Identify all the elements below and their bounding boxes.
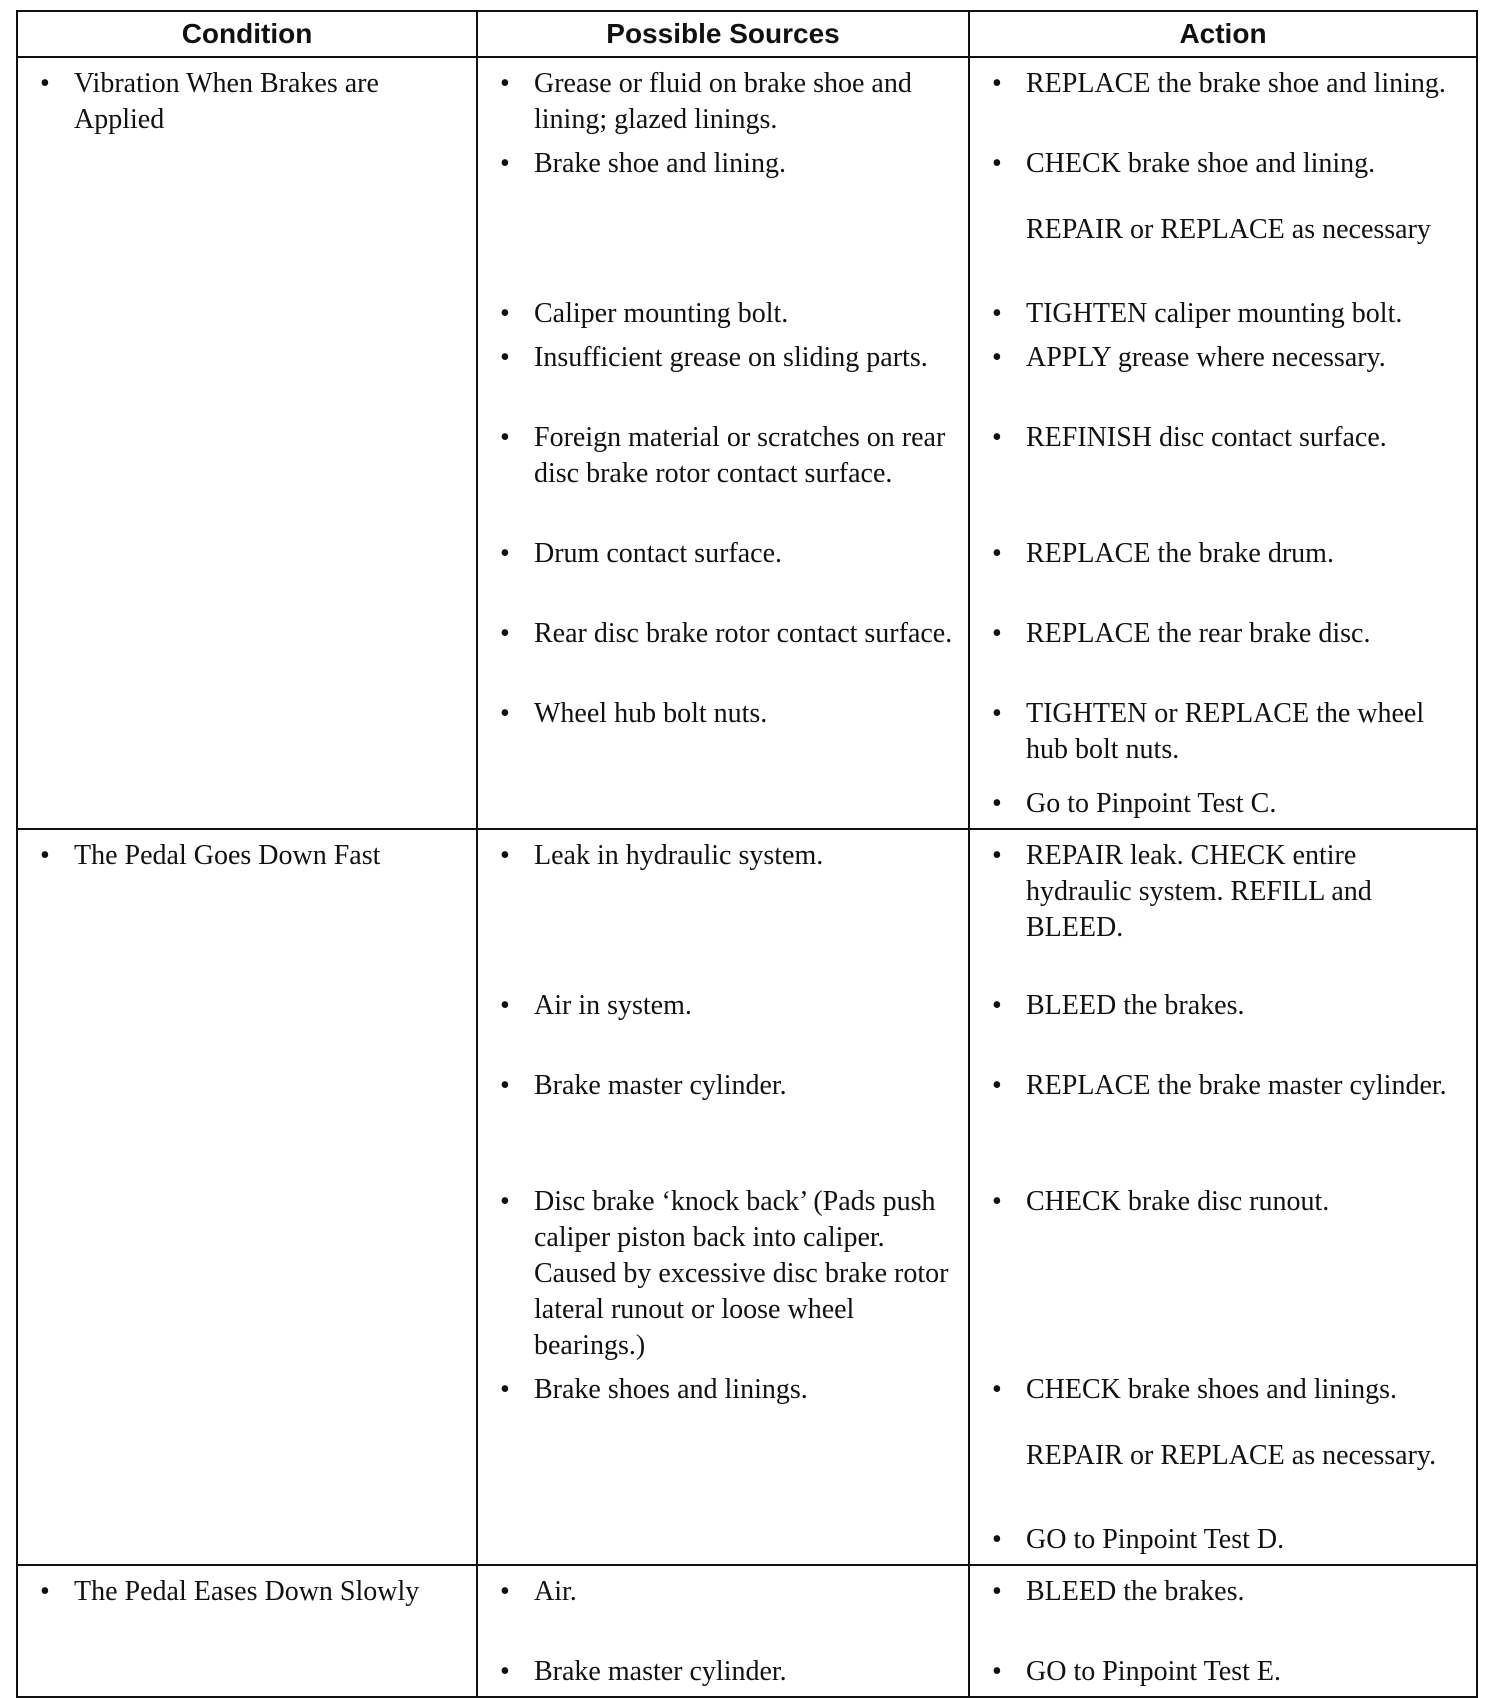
bullet-icon: • [992, 1070, 1002, 1101]
action-text: REPLACE the brake shoe and lining. [1026, 68, 1446, 99]
table-row [17, 57, 1477, 829]
source-text: Air. [534, 1576, 577, 1607]
bullet-icon: • [992, 68, 1002, 99]
condition-cell [17, 57, 477, 829]
bullet-icon: • [500, 148, 510, 179]
bullet-icon: • [992, 298, 1002, 329]
table-row [17, 829, 1477, 1565]
action-item [992, 146, 1462, 212]
source-text: Air in system. [534, 990, 692, 1021]
action-text: CHECK brake disc runout. [1026, 1186, 1330, 1217]
action-item [992, 616, 1462, 696]
action-item [992, 786, 1462, 822]
action-item [992, 988, 1462, 1068]
bullet-icon: • [500, 840, 510, 871]
condition-cell [17, 829, 477, 1565]
bullet-icon: • [992, 1374, 1002, 1405]
bullet-icon: • [992, 840, 1002, 871]
source-item [500, 146, 954, 296]
source-text: Insufficient grease on sliding parts. [534, 342, 928, 373]
bullet-icon: • [992, 788, 1002, 819]
bullet-icon: • [40, 840, 50, 871]
action-text: BLEED the brakes. [1026, 990, 1245, 1021]
bullet-icon: • [40, 68, 50, 99]
source-item [500, 536, 954, 616]
bullet-icon: • [500, 298, 510, 329]
action-text: APPLY grease where necessary. [1026, 342, 1386, 373]
action-item [992, 212, 1462, 296]
source-item [500, 1574, 954, 1654]
source-text: Brake master cylinder. [534, 1656, 787, 1687]
bullet-icon: • [500, 1186, 510, 1217]
bullet-icon: • [992, 990, 1002, 1021]
source-text: Caliper mounting bolt. [534, 298, 789, 329]
source-item [500, 420, 954, 536]
actions-cell [969, 829, 1477, 1565]
bullet-spacer [992, 212, 1026, 296]
source-text: Foreign material or scratches on rear disc brake rotor contact surface. [534, 422, 946, 489]
bullet-icon: • [500, 342, 510, 373]
action-item [992, 420, 1462, 536]
source-item [500, 1372, 954, 1416]
action-text: REPLACE the brake master cylinder. [1026, 1070, 1447, 1101]
bullet-icon: • [500, 1070, 510, 1101]
bullet-icon: • [992, 1576, 1002, 1607]
condition-text: Vibration When Brakes are Applied [74, 68, 379, 135]
bullet-icon: • [500, 1656, 510, 1687]
sources-cell [477, 57, 969, 829]
bullet-icon: • [500, 618, 510, 649]
bullet-icon: • [500, 422, 510, 453]
bullet-spacer [992, 1438, 1026, 1522]
source-text: Leak in hydraulic system. [534, 840, 824, 871]
action-item [992, 296, 1462, 340]
source-item [500, 1068, 954, 1184]
source-text: Disc brake ‘knock back’ (Pads push caliper piston back into caliper. Caused by excessive disc brake rotor lateral runout or loose wheel bearings.) [534, 1186, 949, 1361]
bullet-icon: • [992, 148, 1002, 179]
troubleshooting-table [16, 10, 1478, 1698]
bullet-icon: • [992, 1524, 1002, 1555]
header-row [17, 11, 1477, 57]
bullet-icon: • [992, 698, 1002, 729]
bullet-icon: • [992, 1186, 1002, 1217]
bullet-icon: • [992, 538, 1002, 569]
header-condition: Condition [17, 11, 477, 57]
action-item [992, 66, 1462, 146]
action-text: GO to Pinpoint Test E. [1026, 1656, 1281, 1687]
source-item [500, 1654, 954, 1690]
action-text: CHECK brake shoes and linings. [1026, 1374, 1397, 1405]
header-action: Action [969, 11, 1477, 57]
action-item [992, 696, 1462, 786]
source-text: Wheel hub bolt nuts. [534, 698, 768, 729]
bullet-icon: • [992, 342, 1002, 373]
bullet-icon: • [500, 68, 510, 99]
actions-cell [969, 57, 1477, 829]
source-text: Rear disc brake rotor contact surface. [534, 618, 953, 649]
source-item [500, 988, 954, 1068]
condition-text: The Pedal Eases Down Slowly [74, 1576, 420, 1607]
source-text: Brake master cylinder. [534, 1070, 787, 1101]
table-row [17, 1565, 1477, 1697]
header-possible-sources: Possible Sources [477, 11, 969, 57]
action-text: TIGHTEN caliper mounting bolt. [1026, 298, 1403, 329]
source-item [500, 340, 954, 420]
condition-cell [17, 1565, 477, 1697]
action-text: CHECK brake shoe and lining. [1026, 148, 1376, 179]
bullet-icon: • [40, 1576, 50, 1607]
source-item [500, 838, 954, 988]
action-item [992, 1184, 1462, 1372]
condition-text: The Pedal Goes Down Fast [74, 840, 381, 871]
action-item [992, 1438, 1462, 1522]
bullet-icon: • [992, 618, 1002, 649]
source-text: Grease or fluid on brake shoe and lining; glazed linings. [534, 68, 912, 135]
source-text: Drum contact surface. [534, 538, 782, 569]
action-text: REPAIR or REPLACE as necessary. [1026, 1440, 1437, 1471]
bullet-icon: • [500, 698, 510, 729]
action-item [992, 838, 1462, 988]
source-item [500, 66, 954, 146]
bullet-icon: • [500, 1374, 510, 1405]
source-item [500, 296, 954, 340]
bullet-icon: • [992, 1656, 1002, 1687]
source-item [500, 616, 954, 696]
action-item [992, 1522, 1462, 1558]
bullet-icon: • [992, 422, 1002, 453]
bullet-icon: • [500, 990, 510, 1021]
action-text: BLEED the brakes. [1026, 1576, 1245, 1607]
sources-cell [477, 829, 969, 1565]
action-item [992, 1068, 1462, 1184]
source-item [500, 1184, 954, 1372]
action-item [992, 1654, 1462, 1690]
bullet-icon: • [500, 1576, 510, 1607]
action-text: REPAIR leak. CHECK entire hydraulic system. REFILL and BLEED. [1026, 840, 1372, 943]
action-text: Go to Pinpoint Test C. [1026, 788, 1277, 819]
actions-cell [969, 1565, 1477, 1697]
action-text: TIGHTEN or REPLACE the wheel hub bolt nuts. [1026, 698, 1425, 765]
action-text: REPLACE the rear brake disc. [1026, 618, 1371, 649]
action-item [992, 536, 1462, 616]
action-text: REFINISH disc contact surface. [1026, 422, 1387, 453]
action-text: GO to Pinpoint Test D. [1026, 1524, 1285, 1555]
action-item [992, 340, 1462, 420]
action-item [992, 1574, 1462, 1654]
source-item [500, 696, 954, 740]
action-text: REPAIR or REPLACE as necessary [1026, 214, 1431, 245]
source-text: Brake shoe and lining. [534, 148, 786, 179]
action-item [992, 1372, 1462, 1438]
source-text: Brake shoes and linings. [534, 1374, 808, 1405]
action-text: REPLACE the brake drum. [1026, 538, 1334, 569]
sources-cell [477, 1565, 969, 1697]
bullet-icon: • [500, 538, 510, 569]
